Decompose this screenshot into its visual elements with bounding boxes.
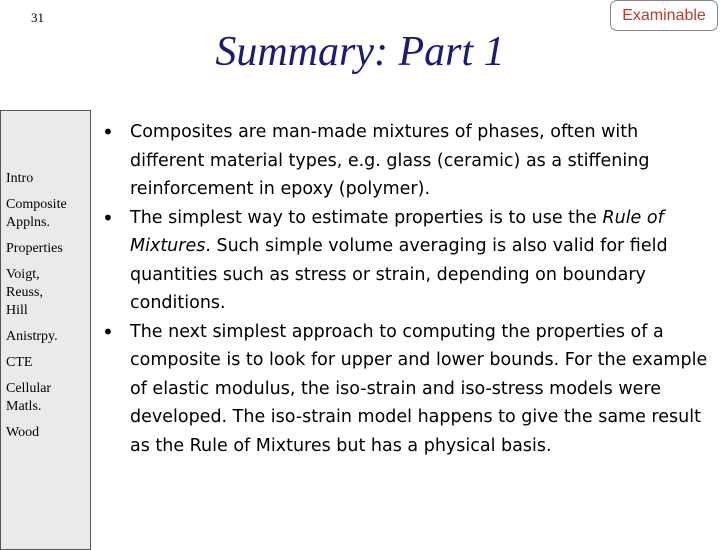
nav-item-wood[interactable]: Wood [6, 425, 40, 440]
bullet-composites: • Composites are man-made mixtures of phases, often with different material types, e.g. glass (ceramic) as a stiffening reinforcement in epoxy (polymer). [102, 118, 708, 204]
sidebar-nav [6, 170, 94, 450]
nav-item-cellular-matls[interactable]: Cellular Matls. [6, 381, 52, 414]
bullet-bounds: • The next simplest approach to computing the properties of a composite is to look for upper and lower bounds. For the example of elastic modulus, the iso-strain and iso-stress models were developed. The iso-strain model happens to give the same result as the Rule of Mixtures but has a physical basis. [102, 318, 708, 461]
bullet-rule-of-mixtures [102, 204, 708, 318]
summary-bullets [102, 118, 708, 460]
nav-item-voigt-reuss-hill[interactable]: Voigt, Reuss, Hill [6, 267, 43, 318]
nav-item-cte[interactable]: CTE [6, 355, 33, 370]
examinable-badge: Examinable [610, 0, 718, 31]
bullet-2-text-after: . Such simple volume averaging is also valid for field quantities such as stress or strain, depending on boundary conditions. [130, 236, 668, 313]
nav-item-composite-applns[interactable]: Composite Applns. [6, 197, 67, 230]
nav-item-anistrpy[interactable]: Anistrpy. [6, 329, 58, 344]
nav-item-intro[interactable]: Intro [6, 171, 34, 186]
nav-item-properties[interactable]: Properties [6, 241, 63, 256]
bullet-2-emphasis: Rule of Mixtures [130, 207, 664, 256]
slide-title-text: Summary: Part 1 [215, 29, 505, 75]
slide-title [0, 28, 720, 76]
bullet-2-text-before: The simplest way to estimate properties is to use the [130, 207, 603, 228]
slide-number: 31 [31, 10, 44, 25]
